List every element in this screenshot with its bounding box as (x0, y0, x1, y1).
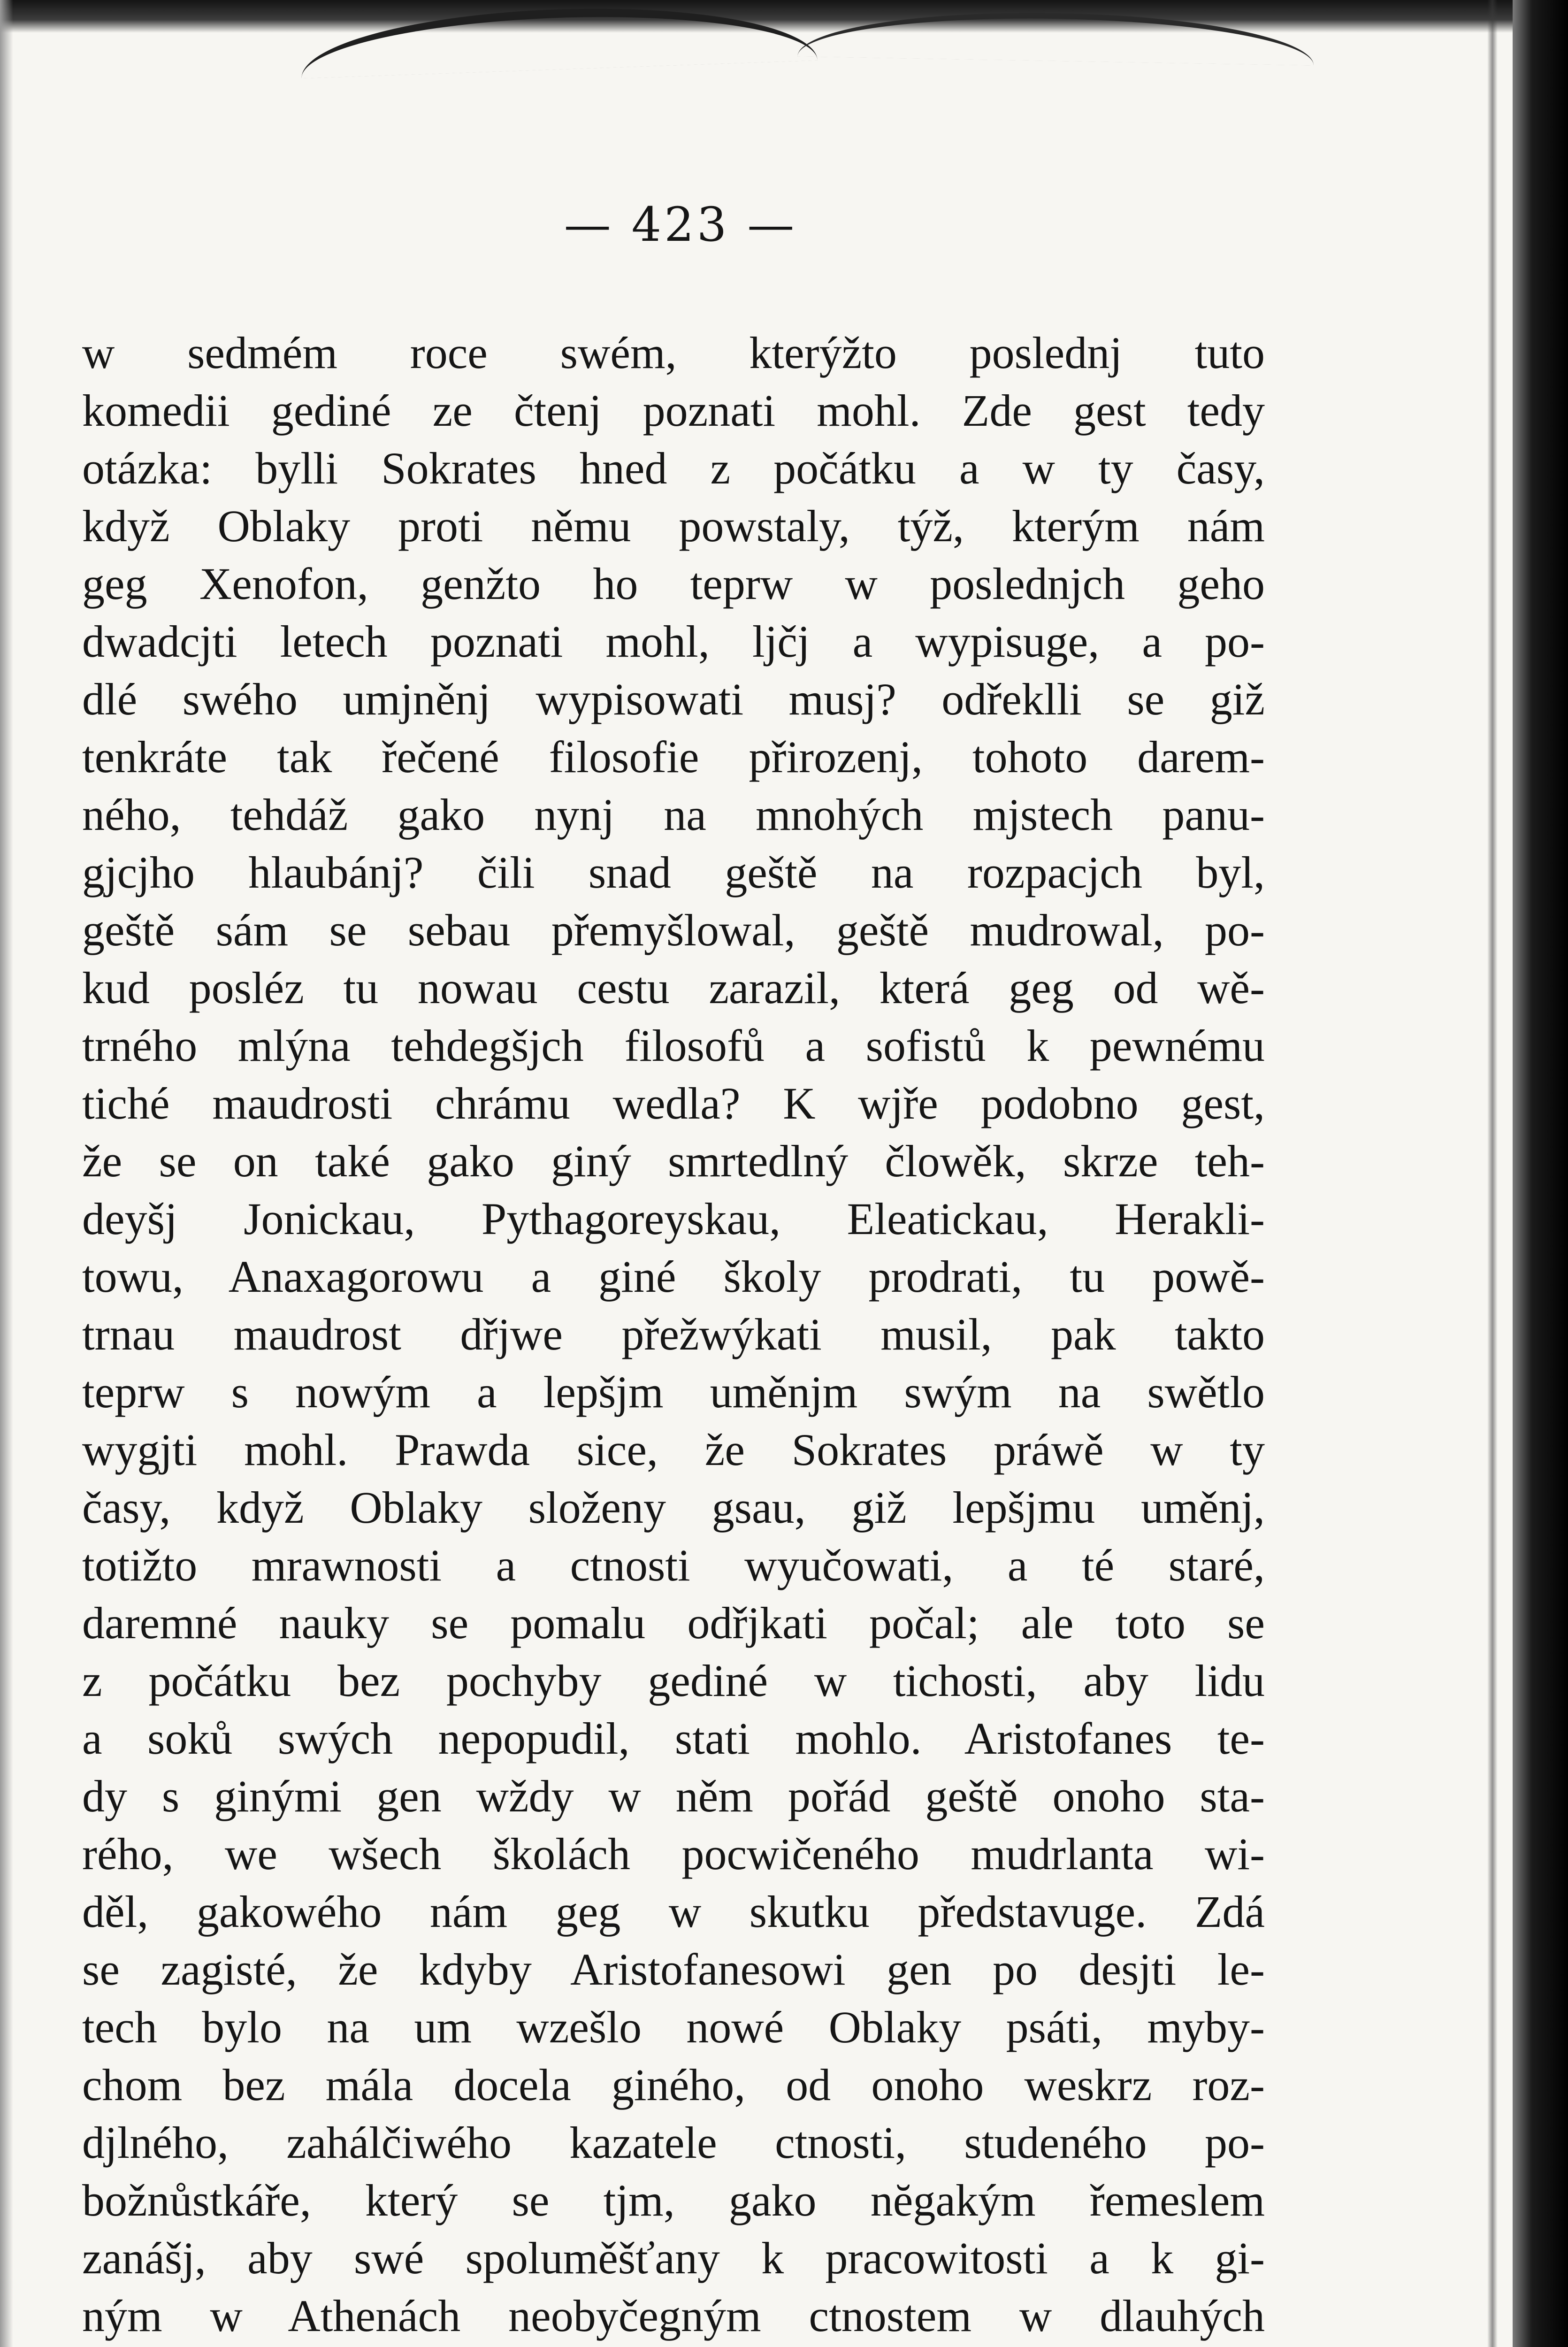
text-line: trného mlýna tehdegšjch filosofů a sofistů k pewnému (82, 1020, 1265, 1071)
text-line: z počátku bez pochyby gediné w tichosti, aby lidu (82, 1656, 1265, 1706)
text-line: trnau maudrost dřjwe přežwýkati musil, pak takto (82, 1309, 1265, 1359)
text-line: tech bylo na um wzešlo nowé Oblaky psáti, myby- (82, 2002, 1265, 2052)
text-line: dlé swého umjněnj wypisowati musj? odřeklli se giž (82, 674, 1265, 724)
text-line: časy, když Oblaky složeny gsau, giž lepšjmu uměnj, (82, 1482, 1265, 1533)
text-line: towu, Anaxagorowu a giné školy prodrati, tu powě- (82, 1251, 1265, 1302)
page-fold-line (1487, 0, 1498, 2347)
page-right-edge (1513, 0, 1568, 2347)
text-line: rého, we wšech školách pocwičeného mudrlanta wi- (82, 1829, 1265, 1879)
text-line: ným w Athenách neobyčegným ctnostem w dlauhých (82, 2291, 1265, 2341)
text-line: se zagisté, že kdyby Aristofanesowi gen po desjti le- (82, 1944, 1265, 1994)
text-line: teprw s nowým a lepšjm uměnjm swým na swětlo (82, 1367, 1265, 1417)
text-line: zanášj, aby swé spoluměšťany k pracowitosti a k gi- (82, 2233, 1265, 2283)
text-line: chom bez mála docela giného, od onoho weskrz roz- (82, 2060, 1265, 2110)
text-line: a soků swých nepopudil, stati mohlo. Aristofanes te- (82, 1713, 1265, 1764)
text-line: totižto mrawnosti a ctnosti wyučowati, a té staré, (82, 1540, 1265, 1590)
text-line: že se on také gako giný smrtedlný člowěk, skrze teh- (82, 1136, 1265, 1186)
text-line: tenkráte tak řečené filosofie přirozenj, tohoto darem- (82, 732, 1265, 782)
text-line: kud posléz tu nowau cestu zarazil, která geg od wě- (82, 963, 1265, 1013)
text-line: daremné nauky se pomalu odřjkati počal; ale toto se (82, 1598, 1265, 1648)
text-line: geg Xenofon, genžto ho teprw w poslednjch geho (82, 559, 1265, 609)
text-line: děl, gakowého nám geg w skutku představuge. Zdá (82, 1887, 1265, 1937)
page-left-shadow (0, 0, 13, 2347)
text-line: komedii gediné ze čtenj poznati mohl. Zde gest tedy (82, 385, 1265, 436)
text-line: když Oblaky proti němu powstaly, týž, kterým nám (82, 501, 1265, 551)
text-line: geště sám se sebau přemyšlowal, geště mudrowal, po- (82, 905, 1265, 955)
text-line: tiché maudrosti chrámu wedla? K wjře podobno gest, (82, 1078, 1265, 1128)
text-line: dwadcjti letech poznati mohl, ljčj a wypisuge, a po- (82, 616, 1265, 667)
page-number-header: — 423 — (564, 197, 797, 252)
text-line: gjcjho hlaubánj? čili snad geště na rozpacjch byl, (82, 847, 1265, 897)
text-line: wygjti mohl. Prawda sice, že Sokrates práwě w ty (82, 1425, 1265, 1475)
text-line: w sedmém roce swém, kterýžto poslednj tuto (82, 328, 1265, 378)
text-line: djlného, zahálčiwého kazatele ctnosti, studeného po- (82, 2117, 1265, 2168)
text-line: božnůstkáře, který se tjm, gako nĕgakým řemeslem (82, 2175, 1265, 2225)
page-top-shadow (0, 0, 1568, 33)
text-line: ného, tehdáž gako nynj na mnohých mjstech panu- (82, 790, 1265, 840)
body-text (82, 324, 1265, 2347)
text-line: dy s ginými gen wždy w něm pořád geště onoho sta- (82, 1771, 1265, 1821)
text-line (82, 2345, 1265, 2347)
text-line: otázka: bylli Sokrates hned z počátku a w ty časy, (82, 443, 1265, 493)
text-line: deyšj Jonickau, Pythagoreyskau, Eleatickau, Herakli- (82, 1194, 1265, 1244)
